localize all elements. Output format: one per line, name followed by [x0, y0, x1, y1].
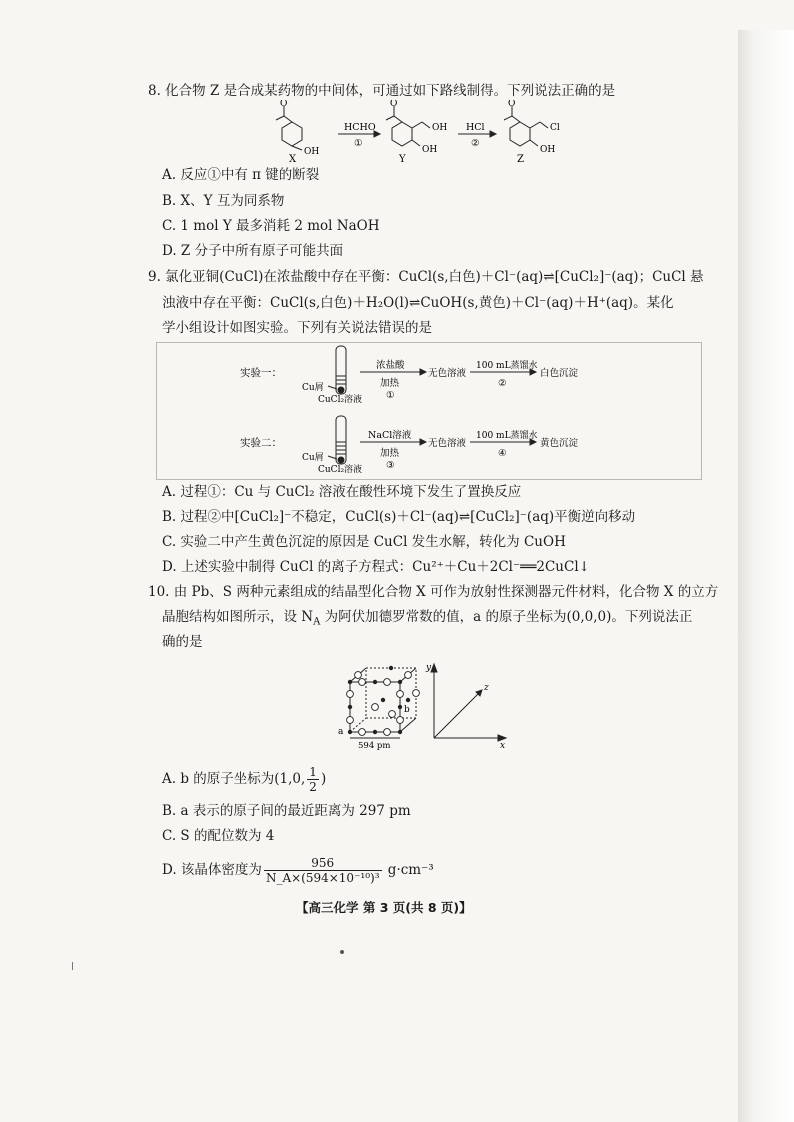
- axis-y-label: y: [426, 663, 432, 673]
- q8-option-b: B. X、Y 互为同系物: [162, 193, 285, 209]
- page-footer: 【高三化学 第 3 页(共 8 页)】: [296, 900, 472, 915]
- x-hydroxyl: OH: [304, 147, 320, 157]
- q10-option-a-fraction: [307, 765, 319, 794]
- page-edge-shadow: [738, 30, 794, 1122]
- exp2-label: 实验二：: [240, 437, 282, 449]
- q10-option-a-pre: A. b 的原子坐标为(1,0,: [162, 771, 306, 787]
- atom-a-label: a: [338, 727, 344, 737]
- exp1-step: ①: [386, 390, 395, 401]
- q10-option-d-num: 956: [264, 856, 382, 871]
- q10-option-a-post: ): [320, 771, 327, 787]
- q10-option-d-fraction: [264, 856, 382, 885]
- q9-stem-line2: 浊液中存在平衡：CuCl(s,白色)＋H₂O(l)⇌CuOH(s,黄色)＋Cl⁻(aq)＋H⁺(aq)。某化: [162, 295, 674, 311]
- axis-x-label: x: [500, 741, 506, 750]
- x-oxygen: O: [280, 100, 288, 109]
- exp2-intermediate: 无色溶液: [428, 438, 467, 449]
- exp2-reagent: NaCl溶液: [368, 430, 412, 441]
- q10-option-d-pre: D. 该晶体密度为: [162, 862, 262, 878]
- q10-option-b: B. a 表示的原子间的最近距离为 297 pm: [162, 803, 411, 819]
- exp2-cu-label: Cu屑: [302, 453, 324, 463]
- exp1-label: 实验一：: [240, 367, 282, 379]
- q10-option-a-num: 1: [309, 765, 317, 779]
- q10-na-subscript: A: [313, 616, 321, 628]
- label-y: Y: [399, 154, 406, 164]
- q10-stem-line2-a: 晶胞结构如图所示，设 N: [162, 609, 314, 625]
- q9-option-b: B. 过程②中[CuCl₂]⁻不稳定，CuCl(s)＋Cl⁻(aq)⇌[CuCl₂]⁻(aq)平衡逆向移动: [162, 509, 636, 525]
- edge-length-label: 594 pm: [358, 741, 391, 750]
- reagent-hcho: HCHO: [344, 122, 376, 133]
- q10-option-a: [162, 764, 326, 794]
- exp1-result: 白色沉淀: [540, 368, 579, 379]
- y-ch2oh: OH: [432, 123, 448, 133]
- q8-synthesis-route: [262, 100, 602, 164]
- exp1-cucl2-label: CuCl₂溶液: [318, 395, 363, 405]
- q9-stem-line3: 学小组设计如图实验。下列有关说法错误的是: [162, 320, 432, 336]
- q10-stem-line1: 10. 由 Pb、S 两种元素组成的结晶型化合物 X 可作为放射性探测器元件材料，化合物 X 的立方: [148, 584, 719, 600]
- label-z: Z: [517, 154, 524, 164]
- q10-stem-line3: 确的是: [162, 634, 203, 650]
- atom-b-label: b: [404, 705, 410, 715]
- q10-stem-line2: [162, 608, 692, 632]
- q9-option-d: D. 上述实验中制得 CuCl 的离子方程式：Cu²⁺＋Cu＋2Cl⁻══2CuCl↓: [162, 559, 590, 575]
- exp1-intermediate: 无色溶液: [428, 368, 467, 379]
- q8-stem: 8. 化合物 Z 是合成某药物的中间体，可通过如下路线制得。下列说法正确的是: [148, 83, 616, 99]
- q10-option-c: C. S 的配位数为 4: [162, 828, 275, 844]
- axis-z-label: z: [484, 683, 489, 693]
- exp2-cucl2-label: CuCl₂溶液: [318, 465, 363, 475]
- label-x: X: [289, 154, 297, 164]
- y-oxygen: O: [390, 100, 398, 109]
- q10-option-d: [162, 854, 434, 886]
- exp2-result: 黄色沉淀: [540, 438, 579, 449]
- z-chlorine: Cl: [550, 123, 560, 133]
- q9-stem-line1: 9. 氯化亚铜(CuCl)在浓盐酸中存在平衡：CuCl(s,白色)＋Cl⁻(aq)⇌[CuCl₂]⁻(aq)；CuCl 悬: [148, 269, 704, 285]
- q10-option-a-den: 2: [309, 780, 317, 794]
- q8-option-a: A. 反应①中有 π 键的断裂: [162, 167, 320, 183]
- q9-experiment-diagram: [240, 342, 620, 478]
- q10-option-d-post: g·cm⁻³: [383, 862, 434, 878]
- z-hydroxyl: OH: [540, 145, 556, 155]
- q9-option-a: A. 过程①：Cu 与 CuCl₂ 溶液在酸性环境下发生了置换反应: [162, 484, 522, 500]
- q10-option-d-den: N_A×(594×10⁻¹⁰)³: [265, 871, 380, 885]
- step-2: ②: [471, 138, 480, 149]
- y-hydroxyl: OH: [422, 145, 438, 155]
- exp1-step2: ②: [498, 378, 507, 389]
- exp1-cu-label: Cu屑: [302, 383, 324, 393]
- q10-crystal-figure: [330, 660, 510, 750]
- exp1-condition: 加热: [380, 378, 400, 389]
- z-oxygen: O: [508, 100, 516, 109]
- exp1-water: 100 mL蒸馏水: [476, 361, 538, 371]
- exp2-water: 100 mL蒸馏水: [476, 431, 538, 441]
- q8-option-d: D. Z 分子中所有原子可能共面: [162, 243, 344, 259]
- scan-speck: [340, 950, 344, 954]
- exp2-step2: ④: [498, 448, 507, 459]
- exp1-reagent: 浓盐酸: [376, 360, 405, 371]
- q10-stem-line2-b: 为阿伏加德罗常数的值，a 的原子坐标为(0,0,0)。下列说法正: [320, 609, 693, 625]
- q8-option-c: C. 1 mol Y 最多消耗 2 mol NaOH: [162, 218, 380, 234]
- scan-mark: [72, 962, 73, 970]
- q9-option-c: C. 实验二中产生黄色沉淀的原因是 CuCl 发生水解，转化为 CuOH: [162, 534, 566, 550]
- step-1: ①: [354, 138, 363, 149]
- exp2-step: ③: [386, 460, 395, 471]
- exp2-condition: 加热: [380, 448, 400, 459]
- reagent-hcl: HCl: [466, 122, 485, 133]
